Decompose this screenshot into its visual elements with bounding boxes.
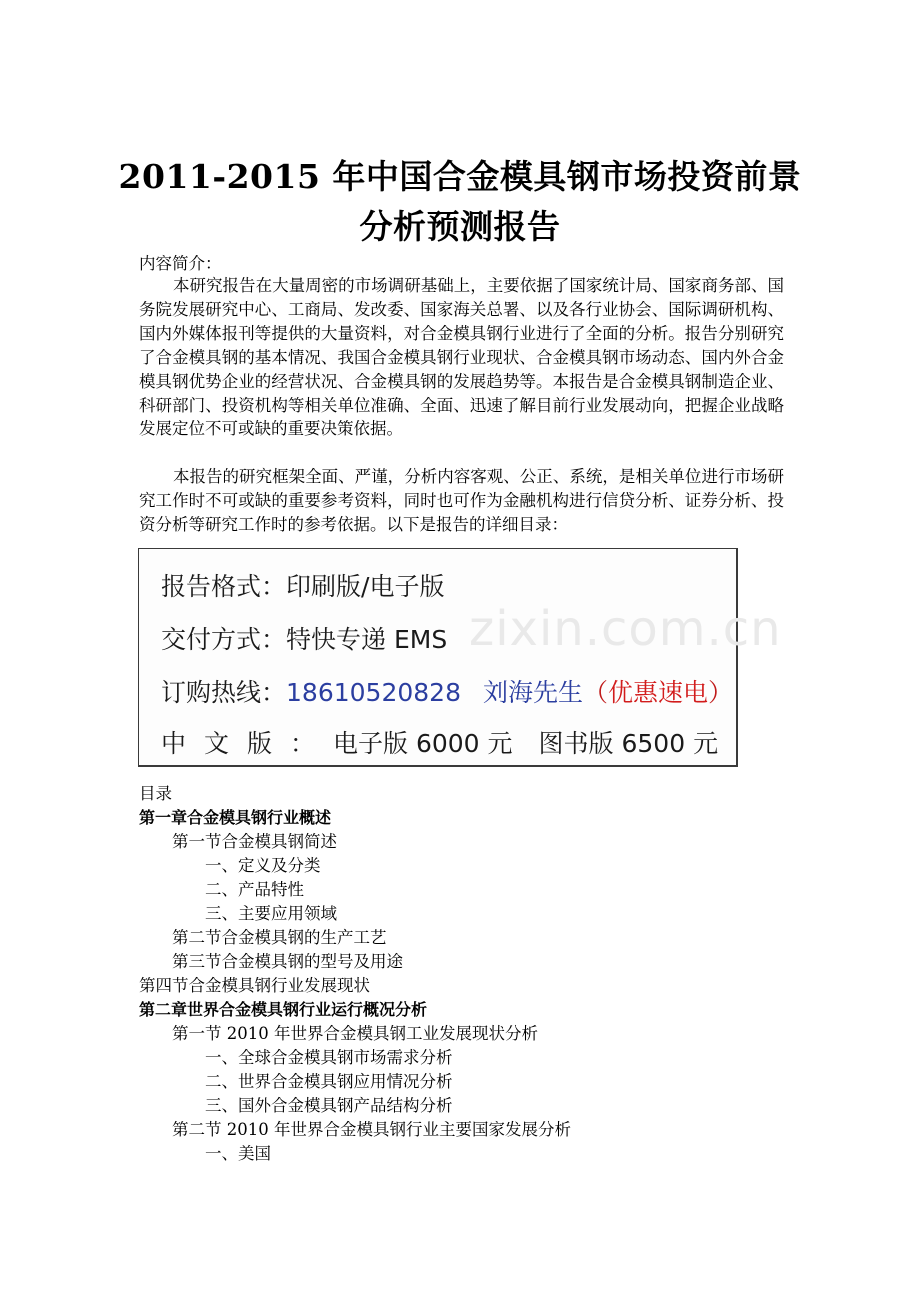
intro-paragraph-2: 本报告的研究框架全面、严谨，分析内容客观、公正、系统，是相关单位进行市场研究工作时不可或缺的重要参考资料，同时也可作为金融机构进行信贷分析、证券分析、投资分析等研究工作时的参考依据。以下是报告的详细目录： <box>139 467 784 534</box>
phone-number: 18610520828 <box>286 678 461 707</box>
report-title <box>100 152 820 252</box>
toc-line: 第二节 2010 年世界合金模具钢行业主要国家发展分析 <box>172 1120 571 1139</box>
paren-close: ） <box>708 678 734 707</box>
version-label: 中文版： <box>161 729 334 758</box>
toc-line: 一、定义及分类 <box>205 856 321 875</box>
toc-line: 一、全球合金模具钢市场需求分析 <box>205 1048 453 1067</box>
contact-name: 刘海先生 <box>482 678 583 707</box>
toc-line: 第三节合金模具钢的型号及用途 <box>172 952 403 971</box>
watermark: zixin.com.cn <box>469 601 782 657</box>
toc-line: 第四节合金模具钢行业发展现状 <box>139 976 370 995</box>
book-price: 图书版 6500 元 <box>538 729 719 758</box>
ebook-price: 电子版 6000 元 <box>333 729 513 758</box>
toc-line: 第二章世界合金模具钢行业运行概况分析 <box>139 1000 428 1019</box>
toc-line: 第二节合金模具钢的生产工艺 <box>172 928 387 947</box>
toc-heading: 目录 <box>139 784 172 803</box>
paren-open: （ <box>583 678 609 707</box>
intro-paragraph-1: 本研究报告在大量周密的市场调研基础上，主要依据了国家统计局、国家商务部、国务院发展研究中心、工商局、发改委、国家海关总署、以及各行业协会、国际调研机构、国内外媒体报刊等提供的大量资料，对合金模具钢行业进行了全面的分析。报告分别研究了合金模具钢的基本情况、我国合金模具钢行业现状、合金模具钢市场动态、国内外合金模具钢优势企业的经营状况、合金模具钢的发展趋势等。本报告是合金模具钢制造企业、科研部门、投资机构等相关单位准确、全面、迅速了解目前行业发展动向，把握企业战略发展定位不可或缺的重要决策依据。 <box>139 276 784 439</box>
delivery-label: 交付方式： <box>161 625 287 654</box>
hotline-row <box>161 673 733 709</box>
toc-line: 第一节 2010 年世界合金模具钢工业发展现状分析 <box>172 1024 538 1043</box>
intro-label: 内容简介： <box>139 254 222 273</box>
report-title-line2: 分析预测报告 <box>359 207 561 246</box>
format-value: 印刷版/电子版 <box>286 572 445 601</box>
toc-line: 三、主要应用领域 <box>205 904 337 923</box>
toc-line: 第一节合金模具钢简述 <box>172 832 337 851</box>
promo-text: 优惠速电 <box>608 678 709 707</box>
hotline-label: 订购热线： <box>161 678 287 707</box>
price-row <box>161 724 718 760</box>
toc-line: 一、美国 <box>205 1144 271 1163</box>
format-row <box>161 567 444 603</box>
toc-line: 二、世界合金模具钢应用情况分析 <box>205 1072 453 1091</box>
delivery-value: 特快专递 EMS <box>286 625 448 654</box>
delivery-row <box>161 620 447 656</box>
toc-line: 三、国外合金模具钢产品结构分析 <box>205 1096 453 1115</box>
toc-line: 二、产品特性 <box>205 880 304 899</box>
toc-line: 第一章合金模具钢行业概述 <box>139 808 332 827</box>
format-label: 报告格式： <box>161 572 287 601</box>
order-info-box <box>138 548 782 767</box>
report-title-line1: 2011-2015 年中国合金模具钢市场投资前景 <box>118 157 802 196</box>
